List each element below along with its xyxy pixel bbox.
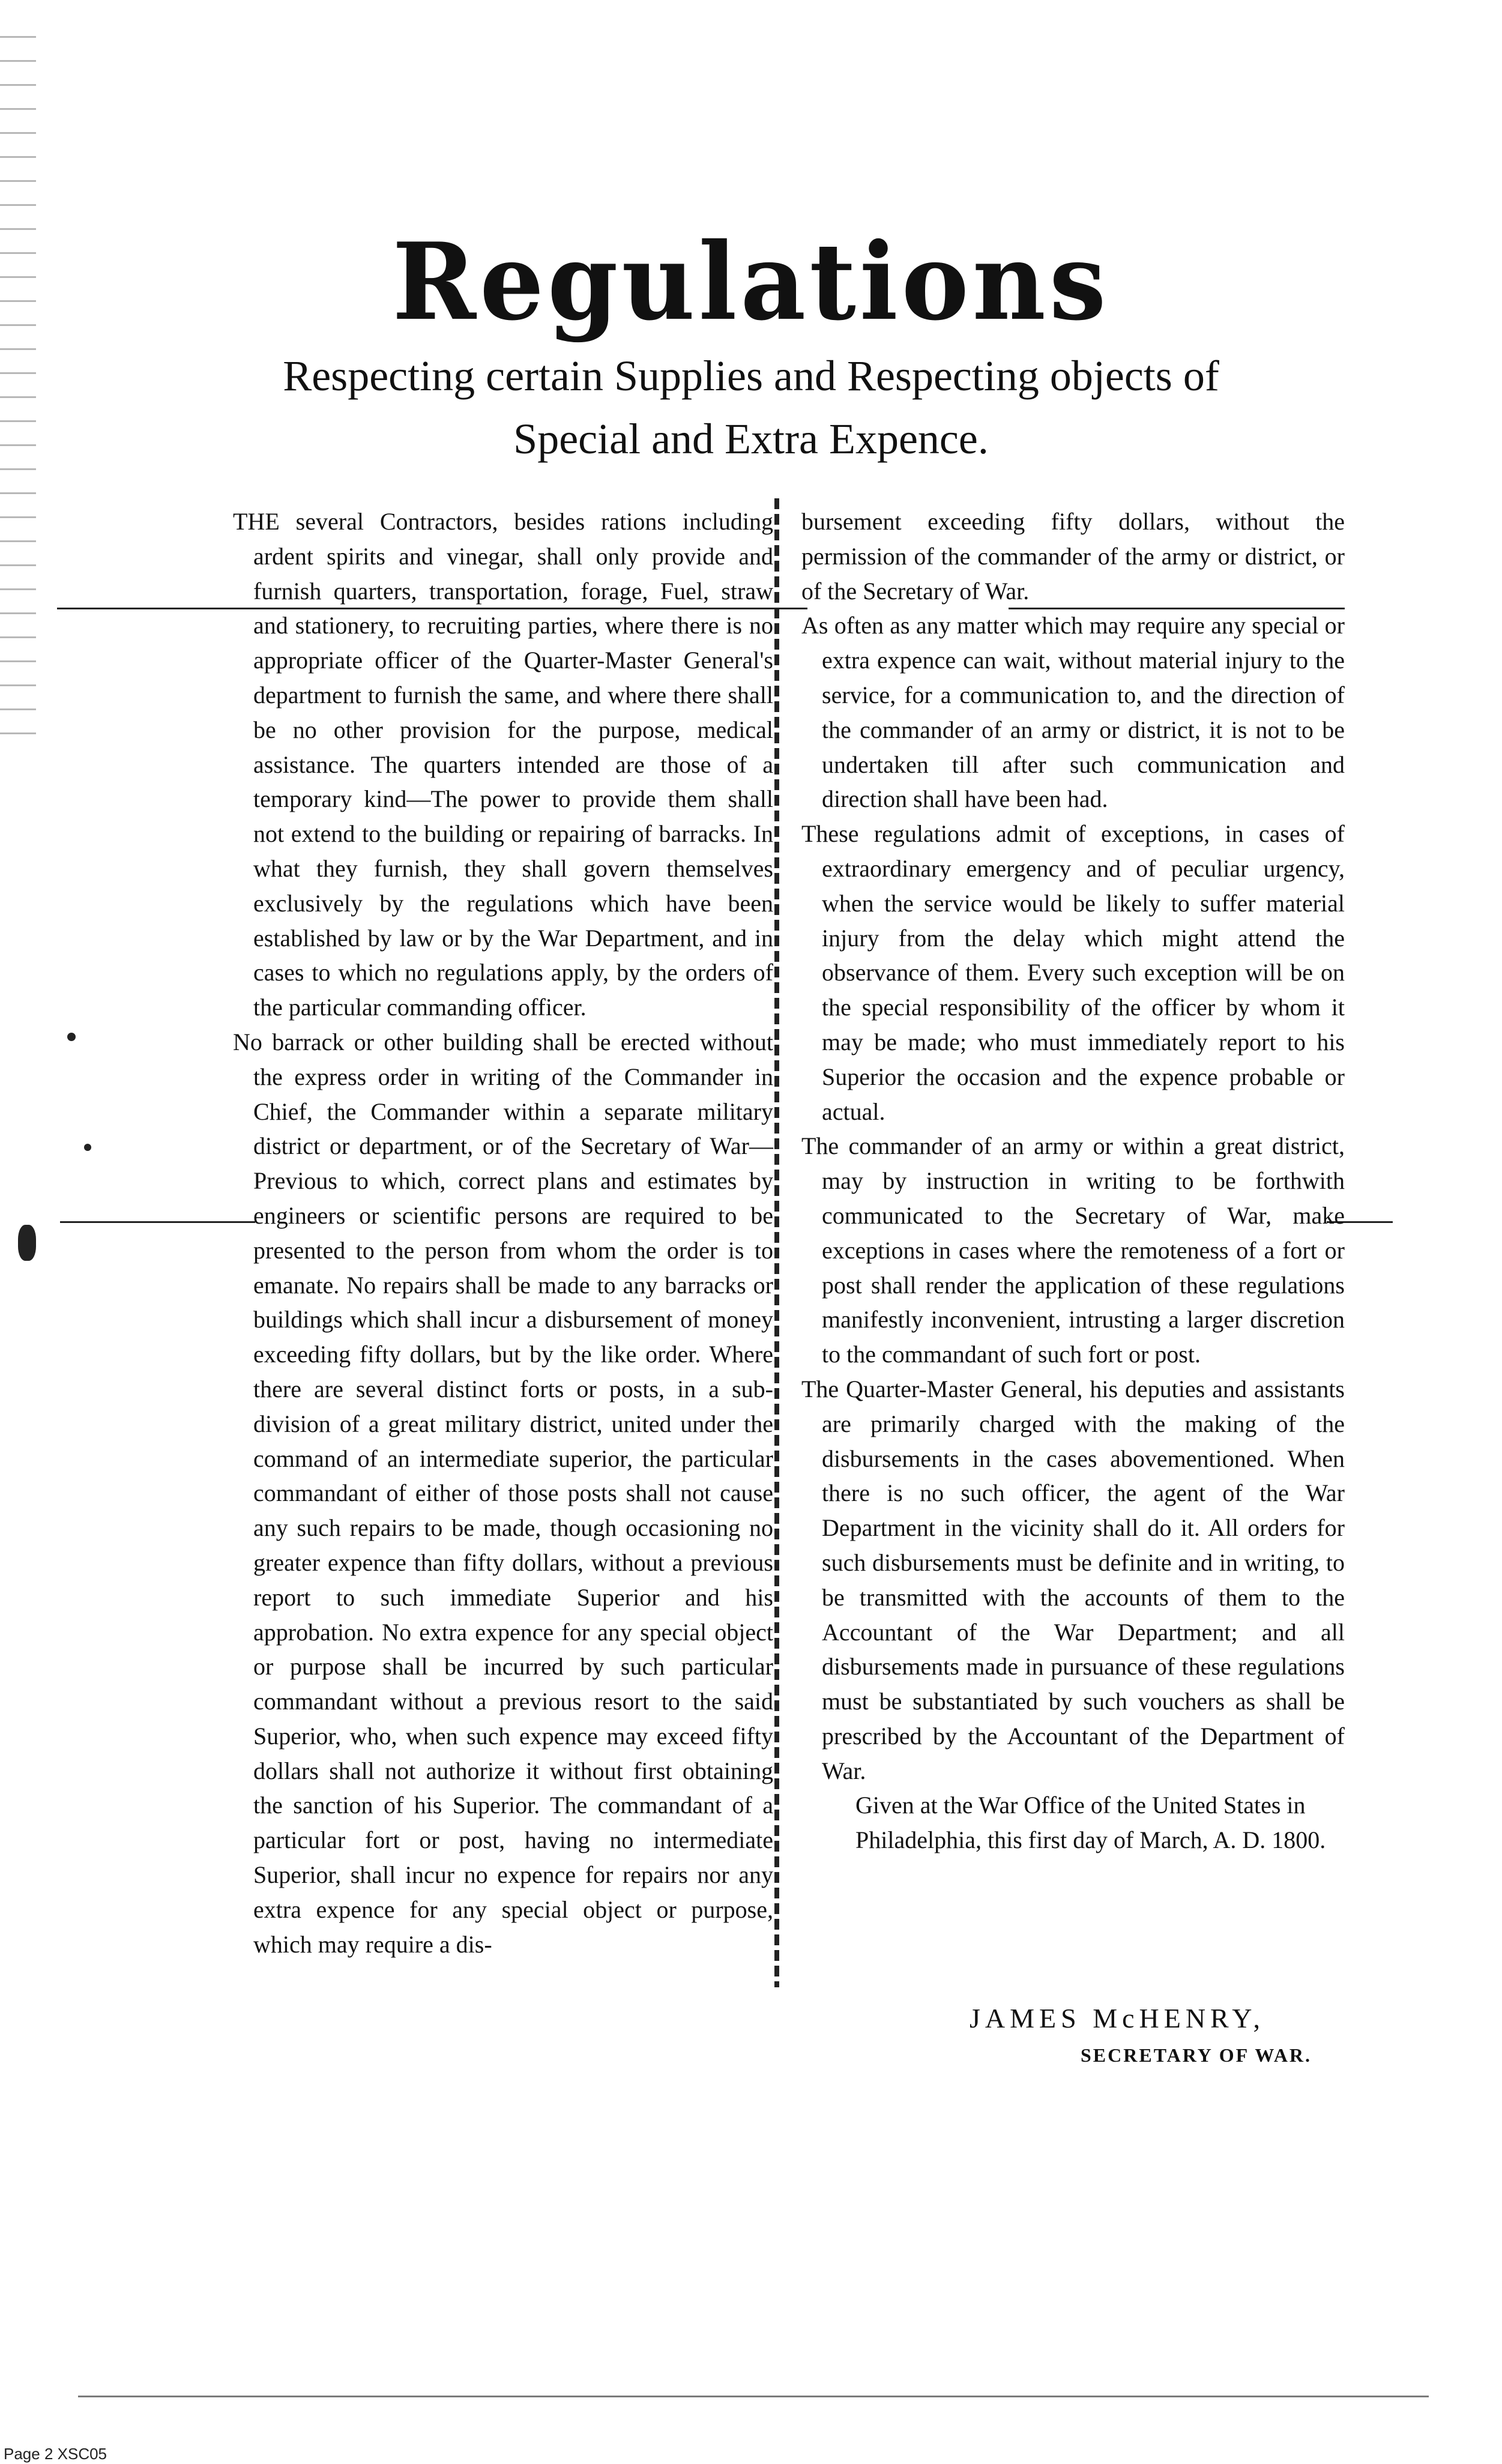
left-column (233, 504, 773, 1961)
paragraph-disbursement-continued: bursement exceeding fifty dollars, without the permission of the commander of the army or district, or of the Secretary of War. (801, 508, 1345, 605)
scan-rule-3 (60, 1221, 255, 1223)
paragraph-quartermaster: The Quarter-Master General, his deputies and assistants are primarily charged with the making of the disbursements in the cases abovementioned. When there is no such officer, the agent of the War Department in the vicinity shall do it. All orders for such disbursements must be definite and in writing, to be transmitted with the accounts of them to the Accountant of the War Department; and all disbursements made in pursuance of these regulations must be substantiated by such vouchers as shall be prescribed by the Accountant of the Department of War. (801, 1375, 1345, 1784)
given-at-statement: Given at the War Office of the United States in Philadelphia, this first day of March, A. D. 1800. (855, 1792, 1326, 1854)
subtitle-line-1: Respecting certain Supplies and Respecting objects of (283, 352, 1219, 400)
ink-speck (84, 1144, 91, 1151)
paragraph-barracks: No barrack or other building shall be erected without the express order in writing of the Commander in Chief, the Commander within a separate military district or department, or of the Secretary of War—Previous to which, correct plans and estimates by engineers or scientific persons are required to be presented to the person from whom the order is to emanate. No repairs shall be made to any barracks or buildings which shall incur a disbursement of money exceeding fifty dollars, but by the like order. Where there are several distinct forts or posts, in a sub-division of a great military district, united under the command of an intermediate superior, the particular commandant of either of those posts shall not cause any such repairs to be made, though occasioning no greater expence than fifty dollars, without a previous report to such immediate Superior and his approbation. No extra expence for any special object or purpose shall be incurred by such particular commandant without a previous resort to the said Superior, who, when such expence may exceed fifty dollars shall not authorize it without first obtaining the sanction of his Superior. The commandant of a particular fort or post, having no intermediate Superior, shall incur no expence for repairs nor any extra expence for any special object or purpose, which may require a dis- (233, 1028, 773, 1958)
ink-speck (67, 1033, 76, 1041)
paragraph-contractors: THE several Contractors, besides rations including ardent spirits and vinegar, shall only provide and furnish quarters, transportation, forage, Fuel, straw and stationery, to recruiting parties, where there is no appropriate officer of the Quarter-Master General's department to furnish the same, and where there shall be no other provision for the purpose, medical assistance. The quarters intended are those of a temporary kind—The power to provide them shall not extend to the building or repairing of barracks. In what they furnish, they shall govern themselves exclusively by the regulations which have been established by law or by the War Department, and in cases to which no regulations apply, by the orders of the particular commanding officer. (233, 508, 773, 1021)
ink-speck (18, 1225, 36, 1261)
scan-bottom-rule (78, 2396, 1429, 2397)
subtitle-line-2: Special and Extra Expence. (513, 415, 989, 463)
right-column (801, 504, 1345, 1858)
page-title: Regulations (392, 219, 1110, 344)
paragraph-special-expence: As often as any matter which may require any special or extra expence can wait, without material injury to the service, for a communication to, and the direction of the commander of an army or district, it is not to be undertaken till after such communication and direction shall have been had. (801, 612, 1345, 813)
page-label: Page 2 XSC05 (4, 2445, 107, 2463)
signature-title: SECRETARY OF WAR. (1081, 2044, 1312, 2066)
signature-name: JAMES McHENRY, (970, 2003, 1265, 2034)
column-divider (774, 498, 779, 1987)
paragraph-commander-district: The commander of an army or within a great district, may by instruction in writing to be forthwith communicated to the Secretary of War, make exceptions in cases where the remoteness of a fort or post shall render the application of these regulations manifestly inconvenient, intrusting a larger discretion to the commandant of such fort or post. (801, 1132, 1345, 1368)
paragraph-exceptions: These regulations admit of exceptions, in cases of extraordinary emergency and of peculiar urgency, when the service would be likely to suffer material injury from the delay which might attend the observance of them. Every such exception will be on the special responsibility of the officer by whom it may be made; who must immediately report to his Superior the occasion and the expence probable or actual. (801, 820, 1345, 1125)
